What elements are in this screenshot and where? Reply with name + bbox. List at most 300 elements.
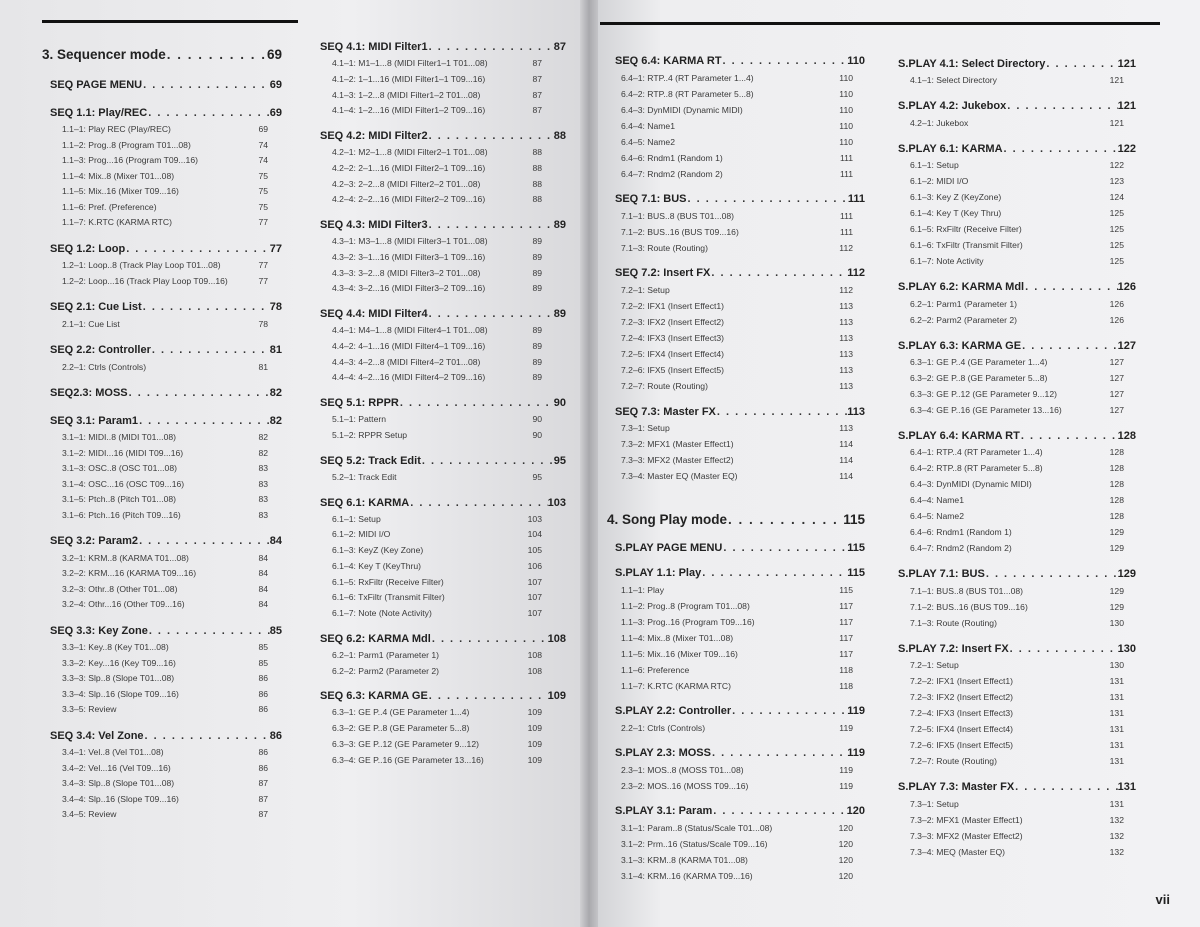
toc-subentry-label: 3.3–3: Slp..8 (Slope T01...08) <box>62 673 175 683</box>
toc-subentry <box>910 527 1124 537</box>
toc-subentry-label: 5.1–1: Pattern <box>332 414 386 425</box>
toc-subentry-page: 85 <box>258 642 268 652</box>
toc-subentry <box>621 871 853 881</box>
toc-subentry <box>621 227 853 237</box>
toc-subentry-page: 69 <box>258 124 268 134</box>
toc-subentry <box>332 561 542 571</box>
toc-subentry-label: 3.3–2: Key...16 (Key T09...16) <box>62 657 176 668</box>
toc-section <box>898 143 1136 155</box>
toc-subentry-page: 131 <box>1109 756 1124 767</box>
toc-subentry-label: 6.4–3: DynMIDI (Dynamic MIDI) <box>910 479 1032 490</box>
toc-section-page: 103 <box>547 496 566 509</box>
toc-subentry-label: 6.4–1: RTP..4 (RT Parameter 1...4) <box>621 72 754 83</box>
toc-subentry <box>332 341 542 351</box>
toc-subentry-label: 6.4–4: Name1 <box>621 120 675 131</box>
toc-subentry <box>621 681 853 691</box>
toc-subentry-page: 132 <box>1109 846 1124 857</box>
toc-subentry-page: 127 <box>1109 373 1124 383</box>
toc-subentry <box>332 194 542 204</box>
toc-subentry-page: 89 <box>532 340 542 351</box>
toc-chapter <box>42 47 282 62</box>
toc-chapter <box>607 512 865 527</box>
toc-section-label: SEQ 6.4: KARMA RT <box>615 55 722 67</box>
toc-subentry-page: 118 <box>839 681 853 692</box>
toc-subentry-label: 7.3–2: MFX1 (Master Effect1) <box>910 814 1023 825</box>
toc-subentry-page: 117 <box>839 616 853 627</box>
leader-dots <box>428 690 548 702</box>
toc-subentry <box>910 708 1124 718</box>
toc-section <box>898 643 1136 655</box>
toc-subentry-page: 117 <box>839 600 853 611</box>
toc-subentry <box>332 357 542 367</box>
toc-section <box>50 535 282 547</box>
toc-subentry-page: 109 <box>527 754 542 765</box>
toc-section <box>615 406 865 418</box>
toc-subentry-label: 1.1–2: Prog..8 (Program T01...08) <box>62 139 191 150</box>
toc-subentry-label: 6.4–5: Name2 <box>621 137 675 147</box>
toc-subentry <box>332 592 542 602</box>
toc-section-page: 88 <box>553 130 566 142</box>
toc-subentry-page: 111 <box>839 210 853 221</box>
toc-section <box>898 340 1136 352</box>
toc-subentry <box>62 794 268 804</box>
toc-subentry-page: 112 <box>839 243 853 254</box>
toc-subentry-label: 1.1–6: Preference <box>621 665 690 676</box>
toc-subentry-page: 87 <box>258 809 268 819</box>
toc-section-page: 77 <box>269 242 282 255</box>
toc-subentry-label: 6.3–4: GE P..16 (GE Parameter 13...16) <box>332 754 484 765</box>
toc-subentry-label: 6.4–3: DynMIDI (Dynamic MIDI) <box>621 104 743 115</box>
toc-subentry-page: 124 <box>1109 192 1124 203</box>
toc-subentry <box>910 511 1124 521</box>
toc-subentry-page: 89 <box>532 267 542 278</box>
toc-subentry-page: 87 <box>258 793 268 804</box>
toc-section-label: SEQ 7.3: Master FX <box>615 405 716 418</box>
toc-subentry-label: 6.1–3: Key Z (KeyZone) <box>910 192 1002 203</box>
toc-subentry <box>332 414 542 424</box>
leader-dots <box>409 497 547 509</box>
toc-subentry-page: 117 <box>839 649 853 660</box>
toc-subentry-page: 87 <box>258 778 268 788</box>
toc-subentry <box>62 642 268 652</box>
toc-subentry-page: 114 <box>839 471 853 482</box>
toc-subentry <box>910 405 1124 415</box>
toc-section-page: 121 <box>1117 58 1136 70</box>
toc-subentry-label: 4.2–1: M2–1...8 (MIDI Filter2–1 T01...08) <box>332 147 488 158</box>
toc-subentry <box>332 147 542 157</box>
toc-subentry <box>332 666 542 676</box>
toc-subentry-label: 6.1–2: MIDI I/O <box>910 176 969 187</box>
leader-dots <box>138 535 270 547</box>
toc-subentry-page: 125 <box>1109 240 1124 251</box>
toc-subentry-label: 4.2–2: 2–1...16 (MIDI Filter2–1 T09...16) <box>332 162 486 173</box>
toc-section-page: 115 <box>843 511 865 527</box>
toc-subentry <box>62 202 268 212</box>
toc-subentry <box>332 545 542 555</box>
toc-subentry-page: 114 <box>839 455 853 466</box>
toc-subentry-page: 121 <box>1109 117 1124 128</box>
toc-subentry-label: 3.3–5: Review <box>62 704 117 714</box>
toc-subentry-label: 3.2–1: KRM..8 (KARMA T01...08) <box>62 552 189 563</box>
toc-section-label: S.PLAY 7.1: BUS <box>898 568 985 581</box>
toc-section <box>50 107 282 119</box>
toc-subentry-page: 104 <box>527 529 542 540</box>
toc-subentry <box>910 586 1124 596</box>
toc-subentry <box>62 448 268 458</box>
toc-subentry <box>621 121 853 131</box>
leader-dots <box>711 747 847 759</box>
toc-subentry-page: 132 <box>1109 814 1124 825</box>
toc-subentry-label: 1.1–5: Mix..16 (Mixer T09...16) <box>621 649 738 660</box>
toc-subentry <box>910 192 1124 202</box>
toc-section-label: SEQ 3.1: Param1 <box>50 414 139 427</box>
toc-subentry-label: 7.1–3: Route (Routing) <box>910 617 997 628</box>
toc-subentry-page: 125 <box>1109 224 1124 235</box>
toc-subentry <box>621 301 853 311</box>
toc-subentry <box>62 463 268 473</box>
toc-subentry-page: 75 <box>258 201 268 212</box>
toc-subentry-label: 6.1–6: TxFiltr (Transmit Filter) <box>910 240 1023 251</box>
toc-subentry <box>332 236 542 246</box>
toc-subentry <box>621 649 853 659</box>
toc-subentry-page: 88 <box>532 194 542 205</box>
toc-subentry <box>621 665 853 675</box>
leader-dots <box>144 730 270 742</box>
toc-subentry <box>910 463 1124 473</box>
toc-section-page: 112 <box>847 267 865 280</box>
toc-subentry <box>621 585 853 595</box>
toc-section <box>898 568 1136 580</box>
toc-subentry-page: 129 <box>1109 601 1124 612</box>
toc-subentry-label: 1.1–6: Pref. (Preference) <box>62 201 157 212</box>
toc-section-label: SEQ 1.2: Loop <box>50 242 126 255</box>
toc-subentry-label: 7.2–1: Setup <box>621 284 670 295</box>
toc-section-label: SEQ 5.2: Track Edit <box>320 454 421 467</box>
toc-section-page: 122 <box>1117 142 1136 155</box>
toc-section-label: SEQ2.3: MOSS <box>50 387 128 399</box>
toc-subentry-label: 3.4–2: Vel...16 (Vel T09...16) <box>62 762 171 773</box>
toc-subentry-label: 3.3–1: Key..8 (Key T01...08) <box>62 642 169 652</box>
toc-subentry <box>62 747 268 757</box>
toc-subentry-page: 128 <box>1109 511 1124 522</box>
toc-subentry <box>62 362 268 372</box>
leader-dots <box>712 805 846 817</box>
toc-subentry-page: 110 <box>839 88 853 99</box>
toc-subentry <box>910 224 1124 234</box>
toc-subentry <box>332 179 542 189</box>
toc-subentry-label: 7.1–2: BUS..16 (BUS T09...16) <box>910 601 1028 612</box>
toc-subentry <box>62 510 268 520</box>
toc-subentry-page: 88 <box>532 178 542 189</box>
toc-subentry-page: 95 <box>532 471 542 482</box>
toc-subentry-page: 129 <box>1109 543 1124 554</box>
toc-subentry <box>62 171 268 181</box>
toc-section-page: 126 <box>1117 281 1136 294</box>
toc-section <box>615 705 865 717</box>
toc-subentry-label: 6.1–1: Setup <box>332 513 381 524</box>
toc-subentry-label: 7.1–1: BUS..8 (BUS T01...08) <box>621 210 735 221</box>
toc-subentry <box>621 73 853 83</box>
toc-subentry-label: 7.2–7: Route (Routing) <box>910 756 997 767</box>
toc-subentry-page: 110 <box>839 72 853 83</box>
toc-subentry-label: 4.4–2: 4–1...16 (MIDI Filter4–1 T09...16) <box>332 340 486 351</box>
toc-subentry <box>62 778 268 788</box>
toc-subentry <box>621 137 853 147</box>
toc-subentry <box>621 839 853 849</box>
toc-subentry-label: 7.1–1: BUS..8 (BUS T01...08) <box>910 585 1024 596</box>
toc-subentry-page: 127 <box>1109 405 1124 415</box>
toc-subentry <box>332 58 542 68</box>
toc-section-label: S.PLAY 7.3: Master FX <box>898 781 1015 794</box>
leader-dots <box>128 387 270 399</box>
toc-subentry <box>332 707 542 717</box>
toc-section-page: 89 <box>553 308 566 320</box>
toc-section <box>320 41 566 53</box>
toc-subentry-page: 82 <box>258 447 268 458</box>
toc-subentry-label: 6.2–2: Parm2 (Parameter 2) <box>332 665 439 676</box>
toc-subentry-label: 4.1–2: 1–1...16 (MIDI Filter1–1 T09...16) <box>332 73 486 84</box>
toc-subentry-page: 82 <box>258 432 268 442</box>
toc-subentry <box>332 325 542 335</box>
toc-subentry-page: 90 <box>532 429 542 440</box>
toc-subentry-page: 119 <box>839 780 853 791</box>
toc-subentry-page: 111 <box>839 227 853 237</box>
toc-subentry <box>910 799 1124 809</box>
toc-subentry-label: 1.2–1: Loop..8 (Track Play Loop T01...08) <box>62 260 221 270</box>
toc-subentry <box>62 432 268 442</box>
toc-subentry-label: 4.1–1: M1–1...8 (MIDI Filter1–1 T01...08) <box>332 58 488 69</box>
toc-section <box>615 55 865 67</box>
toc-subentry <box>910 299 1124 309</box>
toc-subentry <box>910 847 1124 857</box>
toc-subentry-label: 6.3–2: GE P..8 (GE Parameter 5...8) <box>332 723 470 734</box>
toc-subentry-label: 3.1–2: MIDI...16 (MIDI T09...16) <box>62 447 184 458</box>
toc-subentry-page: 75 <box>258 186 268 196</box>
toc-subentry-label: 6.3–2: GE P..8 (GE Parameter 5...8) <box>910 373 1048 383</box>
toc-subentry-page: 113 <box>839 381 853 392</box>
toc-subentry <box>621 333 853 343</box>
toc-subentry-label: 6.4–1: RTP..4 (RT Parameter 1...4) <box>910 447 1043 458</box>
leader-dots <box>1024 281 1118 293</box>
toc-section-page: 81 <box>269 344 282 356</box>
toc-subentry-label: 4.3–1: M3–1...8 (MIDI Filter3–1 T01...08) <box>332 236 488 247</box>
toc-subentry <box>621 723 853 733</box>
toc-subentry-label: 4.1–3: 1–2...8 (MIDI Filter1–2 T01...08) <box>332 89 481 100</box>
toc-subentry-label: 1.1–7: K.RTC (KARMA RTC) <box>621 681 731 692</box>
toc-subentry <box>621 243 853 253</box>
toc-subentry-page: 113 <box>839 423 853 434</box>
toc-subentry-label: 2.3–1: MOS..8 (MOSS T01...08) <box>621 764 744 775</box>
leader-dots <box>701 567 847 579</box>
toc-subentry-label: 3.3–4: Slp..16 (Slope T09...16) <box>62 688 179 699</box>
toc-subentry-page: 88 <box>532 147 542 158</box>
toc-subentry-page: 111 <box>839 169 853 180</box>
toc-section-page: 129 <box>1117 568 1136 581</box>
toc-subentry-label: 2.2–1: Ctrls (Controls) <box>621 723 706 733</box>
leader-dots <box>727 512 843 527</box>
toc-subentry-page: 127 <box>1109 357 1124 367</box>
toc-subentry-page: 89 <box>532 251 542 262</box>
toc-subentry-page: 107 <box>527 592 542 603</box>
toc-subentry-label: 1.1–4: Mix..8 (Mixer T01...08) <box>62 170 175 181</box>
toc-section-page: 89 <box>553 219 566 231</box>
toc-section-page: 69 <box>266 47 282 62</box>
toc-subentry-label: 7.3–4: Master EQ (Master EQ) <box>621 471 738 482</box>
toc-section-label: SEQ 2.2: Controller <box>50 344 151 356</box>
toc-subentry-label: 6.4–2: RTP..8 (RT Parameter 5...8) <box>621 88 754 99</box>
toc-subentry <box>910 676 1124 686</box>
toc-subentry-label: 7.2–2: IFX1 (Insert Effect1) <box>910 676 1014 687</box>
toc-section-label: SEQ 4.4: MIDI Filter4 <box>320 308 428 320</box>
toc-subentry-label: 1.1–3: Prog..16 (Program T09...16) <box>621 616 755 627</box>
toc-subentry <box>910 256 1124 266</box>
toc-subentry <box>621 439 853 449</box>
toc-section-page: 115 <box>847 541 865 554</box>
toc-subentry-page: 78 <box>258 318 268 329</box>
toc-subentry-label: 6.3–4: GE P..16 (GE Parameter 13...16) <box>910 405 1062 415</box>
toc-subentry-page: 89 <box>532 325 542 336</box>
toc-section <box>320 397 566 409</box>
toc-section <box>50 415 282 427</box>
toc-subentry-label: 1.1–1: Play REC (Play/REC) <box>62 124 171 134</box>
leader-dots <box>431 633 548 645</box>
toc-subentry-page: 103 <box>527 513 542 524</box>
toc-subentry-label: 7.2–6: IFX5 (Insert Effect5) <box>621 365 725 376</box>
toc-subentry <box>621 169 853 179</box>
toc-subentry-label: 5.2–1: Track Edit <box>332 471 397 482</box>
toc-section <box>50 625 282 637</box>
toc-subentry <box>62 260 268 270</box>
toc-subentry-label: 3.2–3: Othr..8 (Other T01...08) <box>62 583 178 594</box>
toc-subentry-page: 115 <box>839 584 853 595</box>
toc-subentry-label: 6.1–1: Setup <box>910 160 959 171</box>
leader-dots <box>142 301 270 313</box>
toc-subentry-label: 6.3–3: GE P..12 (GE Parameter 9...12) <box>910 389 1057 399</box>
toc-subentry-page: 120 <box>838 822 853 833</box>
toc-subentry-label: 6.4–2: RTP..8 (RT Parameter 5...8) <box>910 463 1043 474</box>
toc-subentry-label: 4.1–4: 1–2...16 (MIDI Filter1–2 T09...16) <box>332 105 486 116</box>
toc-section <box>898 58 1136 70</box>
toc-subentry-label: 3.4–4: Slp..16 (Slope T09...16) <box>62 793 179 804</box>
toc-section-page: 69 <box>269 79 282 91</box>
toc-subentry-page: 120 <box>838 838 853 849</box>
toc-subentry-label: 7.2–1: Setup <box>910 660 959 671</box>
leader-dots <box>1020 430 1118 442</box>
toc-subentry-label: 2.1–1: Cue List <box>62 318 120 329</box>
toc-subentry-page: 87 <box>532 58 542 69</box>
leader-dots <box>151 344 270 356</box>
toc-subentry-page: 112 <box>839 284 853 295</box>
toc-section <box>898 430 1136 442</box>
toc-subentry-label: 6.2–2: Parm2 (Parameter 2) <box>910 314 1017 325</box>
toc-subentry <box>621 455 853 465</box>
toc-subentry-label: 2.2–1: Ctrls (Controls) <box>62 361 147 372</box>
toc-section <box>320 308 566 320</box>
toc-subentry-page: 87 <box>532 105 542 116</box>
toc-subentry-page: 74 <box>258 155 268 165</box>
toc-subentry-label: 6.1–7: Note (Note Activity) <box>332 607 432 618</box>
toc-subentry <box>910 740 1124 750</box>
toc-subentry-label: 6.1–7: Note Activity <box>910 256 984 267</box>
toc-section-label: SEQ 4.1: MIDI Filter1 <box>320 41 428 53</box>
toc-subentry-page: 105 <box>527 545 542 556</box>
toc-subentry-label: 1.1–5: Mix..16 (Mixer T09...16) <box>62 186 179 196</box>
toc-subentry <box>621 285 853 295</box>
toc-section <box>615 567 865 579</box>
toc-section <box>615 267 865 279</box>
leader-dots <box>731 705 847 717</box>
toc-section-label: S.PLAY 6.4: KARMA RT <box>898 430 1020 442</box>
leader-dots <box>428 41 554 53</box>
toc-subentry-page: 84 <box>258 568 268 578</box>
toc-subentry-page: 130 <box>1109 660 1124 671</box>
toc-subentry-page: 131 <box>1109 740 1124 751</box>
toc-subentry <box>621 471 853 481</box>
toc-section-page: 90 <box>553 397 566 409</box>
toc-subentry-page: 131 <box>1109 676 1124 687</box>
toc-subentry <box>332 163 542 173</box>
toc-subentry-page: 86 <box>258 762 268 773</box>
toc-section <box>50 79 282 91</box>
toc-subentry-page: 108 <box>527 649 542 660</box>
toc-section-page: 130 <box>1117 642 1136 655</box>
toc-subentry-label: 4.4–3: 4–2...8 (MIDI Filter4–2 T01...08) <box>332 356 481 367</box>
toc-subentry-label: 1.1–7: K.RTC (KARMA RTC) <box>62 217 172 227</box>
toc-section-page: 119 <box>847 705 865 718</box>
toc-subentry-label: 7.2–5: IFX4 (Insert Effect4) <box>910 724 1014 735</box>
toc-subentry-label: 2.3–2: MOS..16 (MOSS T09...16) <box>621 780 749 791</box>
toc-subentry-page: 77 <box>258 275 268 286</box>
toc-section-label: SEQ 7.2: Insert FX <box>615 267 711 280</box>
toc-section-page: 115 <box>847 567 865 580</box>
toc-section-page: 108 <box>547 632 566 645</box>
toc-section-page: 128 <box>1117 430 1136 442</box>
toc-subentry-label: 3.1–5: Ptch..8 (Pitch T01...08) <box>62 494 177 504</box>
toc-subentry <box>910 831 1124 841</box>
toc-section-label: SEQ 6.3: KARMA GE <box>320 690 428 703</box>
toc-subentry <box>62 140 268 150</box>
toc-subentry <box>332 90 542 100</box>
toc-subentry <box>62 553 268 563</box>
toc-subentry <box>910 176 1124 186</box>
toc-section-label: SEQ 3.4: Vel Zone <box>50 729 144 742</box>
toc-subentry <box>910 447 1124 457</box>
toc-subentry-label: 3.4–1: Vel..8 (Vel T01...08) <box>62 747 164 757</box>
toc-subentry-page: 128 <box>1109 495 1124 506</box>
toc-subentry <box>910 118 1124 128</box>
toc-subentry-label: 6.4–5: Name2 <box>910 511 964 522</box>
toc-subentry <box>910 495 1124 505</box>
toc-subentry-page: 83 <box>258 478 268 489</box>
toc-subentry-page: 114 <box>839 439 853 450</box>
toc-subentry-page: 130 <box>1109 617 1124 628</box>
toc-section-label: S.PLAY 6.3: KARMA GE <box>898 339 1022 352</box>
toc-section <box>50 243 282 255</box>
leader-dots <box>1021 340 1118 352</box>
toc-section <box>50 344 282 356</box>
toc-section-label: 3. Sequencer mode <box>42 47 166 62</box>
toc-subentry <box>910 479 1124 489</box>
toc-subentry <box>910 208 1124 218</box>
toc-subentry <box>621 89 853 99</box>
toc-subentry-page: 86 <box>258 747 268 757</box>
toc-subentry <box>910 724 1124 734</box>
toc-subentry <box>332 650 542 660</box>
toc-section-page: 82 <box>269 387 282 399</box>
toc-subentry <box>910 75 1124 85</box>
toc-subentry-label: 7.3–1: Setup <box>910 798 959 809</box>
toc-subentry-page: 122 <box>1109 160 1124 171</box>
